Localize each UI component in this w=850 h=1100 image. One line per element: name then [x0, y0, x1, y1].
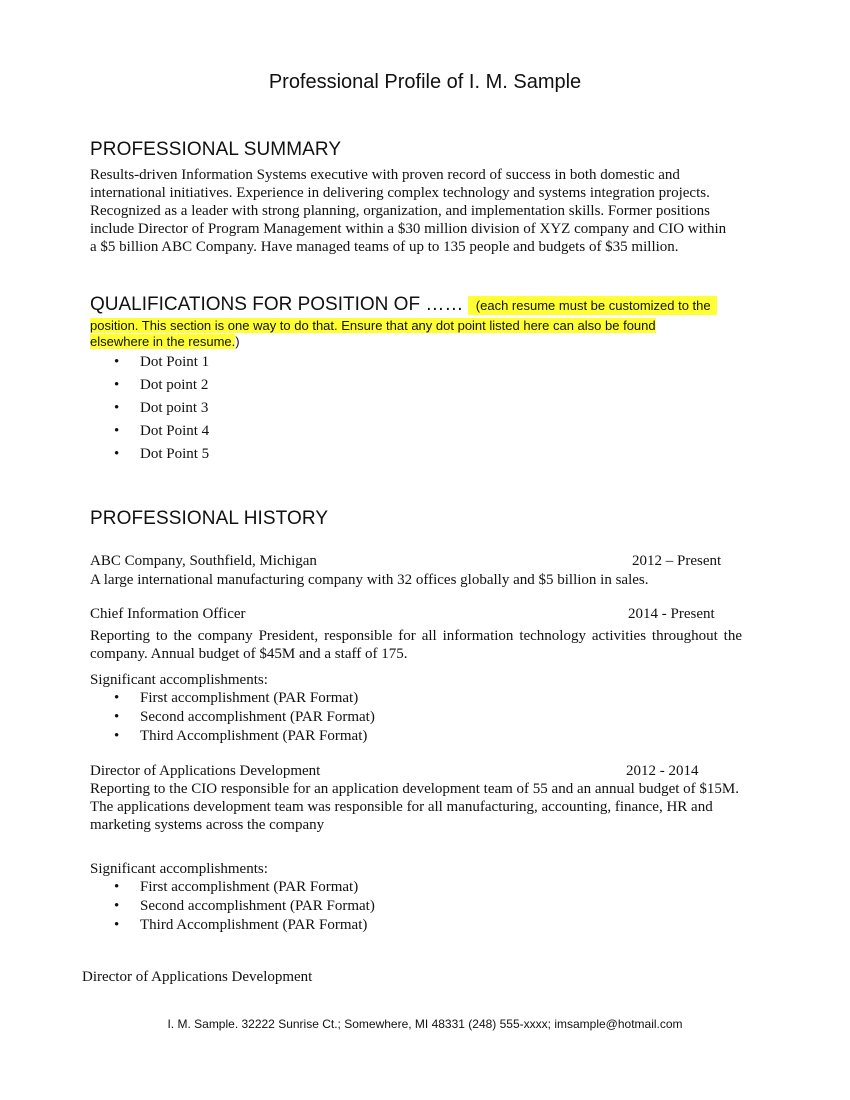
role-title: Chief Information Officer — [90, 606, 246, 622]
summary-line: international initiatives. Experience in delivering complex technology and systems integration projects. — [90, 185, 710, 201]
qualifications-note-highlight: (each resume must be customized to the — [468, 296, 717, 315]
role-description-line: marketing systems across the company — [90, 817, 325, 833]
qualifications-note-line — [90, 318, 656, 335]
page-title: Professional Profile of I. M. Sample — [268, 71, 582, 93]
list-item-text: Dot point 2 — [140, 377, 209, 393]
qualifications-note-highlight: position. This section is one way to do that. Ensure that any dot point listed here can also be found — [90, 318, 656, 333]
list-item-text: Second accomplishment (PAR Format) — [140, 898, 375, 914]
list-item-text: First accomplishment (PAR Format) — [140, 690, 359, 706]
company-dates: 2012 – Present — [632, 553, 722, 569]
list-item: • Dot Point 5 — [114, 446, 210, 462]
list-item-text: Dot Point 1 — [140, 354, 210, 370]
list-item: • Dot Point 1 — [114, 354, 210, 370]
company-row — [90, 553, 730, 573]
qualifications-note-highlight: elsewhere in the resume. — [90, 334, 236, 349]
list-item-text: Dot point 3 — [140, 400, 209, 416]
role-description-line: Reporting to the company President, responsible for all information technology activities throughout the — [90, 628, 742, 644]
accomplishments-list — [90, 690, 375, 747]
role-description-line: company. Annual budget of $45M and a staff of 175. — [90, 646, 408, 662]
role-description-line: The applications development team was responsible for all manufacturing, accounting, finance, HR and — [90, 799, 713, 815]
list-item-text: First accomplishment (PAR Format) — [140, 879, 359, 895]
role-description — [90, 780, 770, 834]
role-description-line: Reporting to the CIO responsible for an application development team of 55 and an annual budget of $15M. — [90, 781, 740, 797]
list-item: • Dot point 3 — [114, 400, 209, 416]
role-description — [90, 627, 742, 663]
list-item: • Second accomplishment (PAR Format) — [114, 898, 375, 914]
role-title: Director of Applications Development — [82, 969, 313, 985]
summary-paragraph — [90, 166, 754, 256]
qualifications-heading: QUALIFICATIONS FOR POSITION OF …… — [90, 294, 464, 315]
role-title: Director of Applications Development — [90, 763, 321, 779]
summary-line: a $5 billion ABC Company. Have managed teams of up to 135 people and budgets of $35 million. — [90, 239, 679, 255]
company-description: A large international manufacturing company with 32 offices globally and $5 billion in sales. — [90, 572, 649, 588]
company-name: ABC Company, Southfield, Michigan — [90, 553, 317, 569]
summary-line: include Director of Program Management within a $30 million division of XYZ company and CIO within — [90, 221, 727, 237]
list-item: • Third Accomplishment (PAR Format) — [114, 917, 368, 933]
accomplishments-list — [90, 879, 375, 936]
accomplishments-label: Significant accomplishments: — [90, 861, 268, 877]
qualifications-note-line — [90, 334, 240, 351]
accomplishments-label: Significant accomplishments: — [90, 672, 268, 688]
page-footer: I. M. Sample. 32222 Sunrise Ct.; Somewhere, MI 48331 (248) 555-xxxx; imsample@hotmail.com — [167, 1017, 683, 1031]
qualifications-list — [90, 354, 209, 469]
list-item: • Third Accomplishment (PAR Format) — [114, 728, 368, 744]
summary-line: Results-driven Information Systems executive with proven record of success in both domestic and — [90, 167, 680, 183]
list-item-text: Third Accomplishment (PAR Format) — [140, 728, 368, 744]
role-dates: 2014 - Present — [628, 606, 715, 622]
list-item-text: Third Accomplishment (PAR Format) — [140, 917, 368, 933]
list-item-text: Dot Point 4 — [140, 423, 210, 439]
list-item: • First accomplishment (PAR Format) — [114, 879, 359, 895]
summary-heading: PROFESSIONAL SUMMARY — [90, 139, 342, 160]
list-item-text: Second accomplishment (PAR Format) — [140, 709, 375, 725]
list-item: • First accomplishment (PAR Format) — [114, 690, 359, 706]
role-dates: 2012 - 2014 — [626, 763, 699, 779]
list-item-text: Dot Point 5 — [140, 446, 210, 462]
qualifications-note-close: ) — [235, 334, 240, 349]
list-item: • Second accomplishment (PAR Format) — [114, 709, 375, 725]
qualifications-header — [90, 294, 717, 316]
list-item: • Dot point 2 — [114, 377, 209, 393]
history-heading: PROFESSIONAL HISTORY — [90, 508, 329, 529]
list-item: • Dot Point 4 — [114, 423, 210, 439]
summary-line: Recognized as a leader with strong planning, organization, and implementation skills. Former positions — [90, 203, 711, 219]
role-row — [90, 606, 730, 626]
